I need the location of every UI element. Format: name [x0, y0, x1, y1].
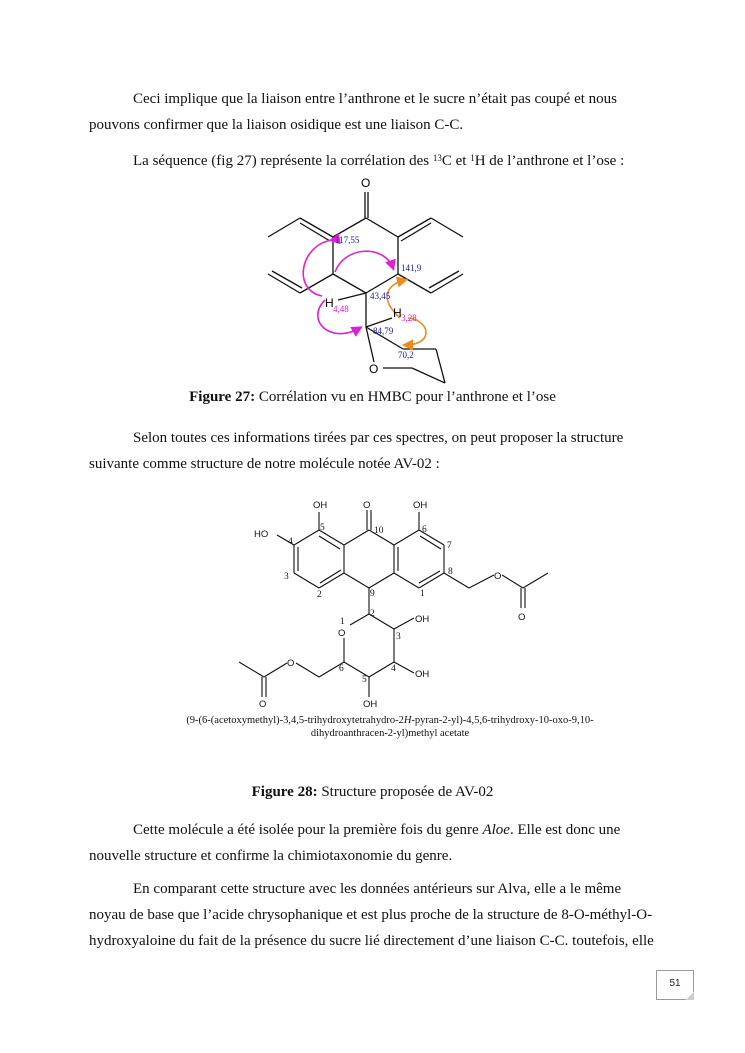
iupac-b: -pyran-2-yl)-4,5,6-trihydroxy-10-oxo-9,10- — [411, 715, 594, 726]
figure-28-caption — [89, 784, 656, 801]
num-8: 8 — [448, 567, 453, 577]
h-label-2: H — [393, 306, 402, 320]
p4-text-a: Cette molécule a été isolée pour la première fois du genre — [133, 822, 483, 838]
num-5: 5 — [320, 523, 325, 533]
ring-o-label: O — [369, 362, 379, 376]
oh-c6: OH — [413, 500, 428, 511]
shift-c-1419: 141,9 — [401, 263, 422, 273]
figure-28-text: Structure proposée de AV-02 — [317, 784, 494, 800]
ho-c4: HO — [254, 529, 269, 540]
o-ester-2: O — [287, 658, 295, 669]
shift-c-4345: 43,45 — [370, 291, 391, 301]
p5-line1: En comparant cette structure avec les données antérieurs sur Alva, elle a le même — [133, 881, 622, 897]
num-9: 9 — [370, 589, 375, 599]
shift-c-702: 70,2 — [398, 350, 414, 360]
oh-c5: OH — [313, 500, 328, 511]
o-ester-1: O — [494, 571, 502, 582]
p5-line3: hydroxyaloine du fait de la présence du sucre lié directement d’une liaison C-C. toutefois, elle — [89, 933, 654, 949]
p2-text-a: La séquence (fig 27) représente la corrélation des — [133, 153, 433, 169]
o-carbonyl-2: O — [259, 699, 267, 710]
iupac-name — [150, 714, 630, 740]
num-s2: 2 — [370, 609, 375, 619]
o-c10: O — [363, 500, 371, 511]
num-s5: 5 — [362, 675, 367, 685]
p5-line2: noyau de base que l’acide chrysophanique et est plus proche de la structure de 8-O-méthyl-O- — [89, 907, 653, 923]
oh-s3: OH — [415, 614, 430, 625]
p2-sup-1: 1 — [470, 153, 475, 163]
figure-27-text: Corrélation vu en HMBC pour l’anthrone et l’ose — [255, 389, 556, 405]
shift-h-328: 3,28 — [401, 313, 417, 323]
o-sugar-ring: O — [338, 628, 346, 639]
page-number: 51 — [656, 970, 694, 1000]
iupac-line2: dihydroanthracen-2-yl)methyl acetate — [310, 728, 470, 739]
p1-line2: pouvons confirmer que la liaison osidique est une liaison C-C. — [89, 117, 464, 133]
paragraph-5 — [89, 876, 656, 954]
p4-genus: Aloe — [482, 822, 510, 838]
shift-c-8479: 84,79 — [373, 326, 394, 336]
h-label-1: H — [325, 296, 334, 310]
p1-line1: Ceci implique que la liaison entre l’anthrone et le sucre n’était pas coupé et nous — [133, 91, 617, 107]
p3-line2: suivante comme structure de notre molécule notée AV-02 : — [89, 456, 440, 472]
num-3: 3 — [284, 572, 289, 582]
p4-text-b: . Elle est donc une — [509, 822, 621, 838]
p2-text-c: H de l’anthrone et l’ose : — [474, 153, 625, 169]
iupac-italic-h: H — [403, 715, 412, 726]
num-6: 6 — [422, 525, 427, 535]
p2-text-b: C et — [441, 153, 471, 169]
oh-s5: OH — [363, 699, 378, 710]
num-s1: 1 — [340, 617, 345, 627]
shift-c-11755: 117,55 — [335, 235, 360, 245]
oh-s4: OH — [415, 669, 430, 680]
p3-line1: Selon toutes ces informations tirées par ces spectres, on peut proposer la structure — [133, 430, 624, 446]
num-s4: 4 — [391, 664, 396, 674]
figure-27-label: Figure 27: — [189, 389, 256, 405]
oxo-o-label: O — [361, 176, 371, 190]
num-10: 10 — [374, 526, 384, 536]
shift-h-448: 4,48 — [333, 304, 349, 314]
num-s6: 6 — [339, 664, 344, 674]
num-s3: 3 — [396, 632, 401, 642]
p2-sup-13: 13 — [432, 153, 442, 163]
num-1: 1 — [420, 589, 425, 599]
figure-28-label: Figure 28: — [251, 784, 318, 800]
num-7: 7 — [447, 541, 452, 551]
num-4: 4 — [288, 537, 293, 547]
o-carbonyl-1: O — [518, 612, 526, 623]
p4-line2: nouvelle structure et confirme la chimiotaxonomie du genre. — [89, 848, 453, 864]
num-2: 2 — [317, 590, 322, 600]
iupac-a: (9-(6-(acetoxymethyl)-3,4,5-trihydroxytetrahydro-2 — [186, 715, 404, 726]
paragraph-4 — [89, 817, 656, 869]
